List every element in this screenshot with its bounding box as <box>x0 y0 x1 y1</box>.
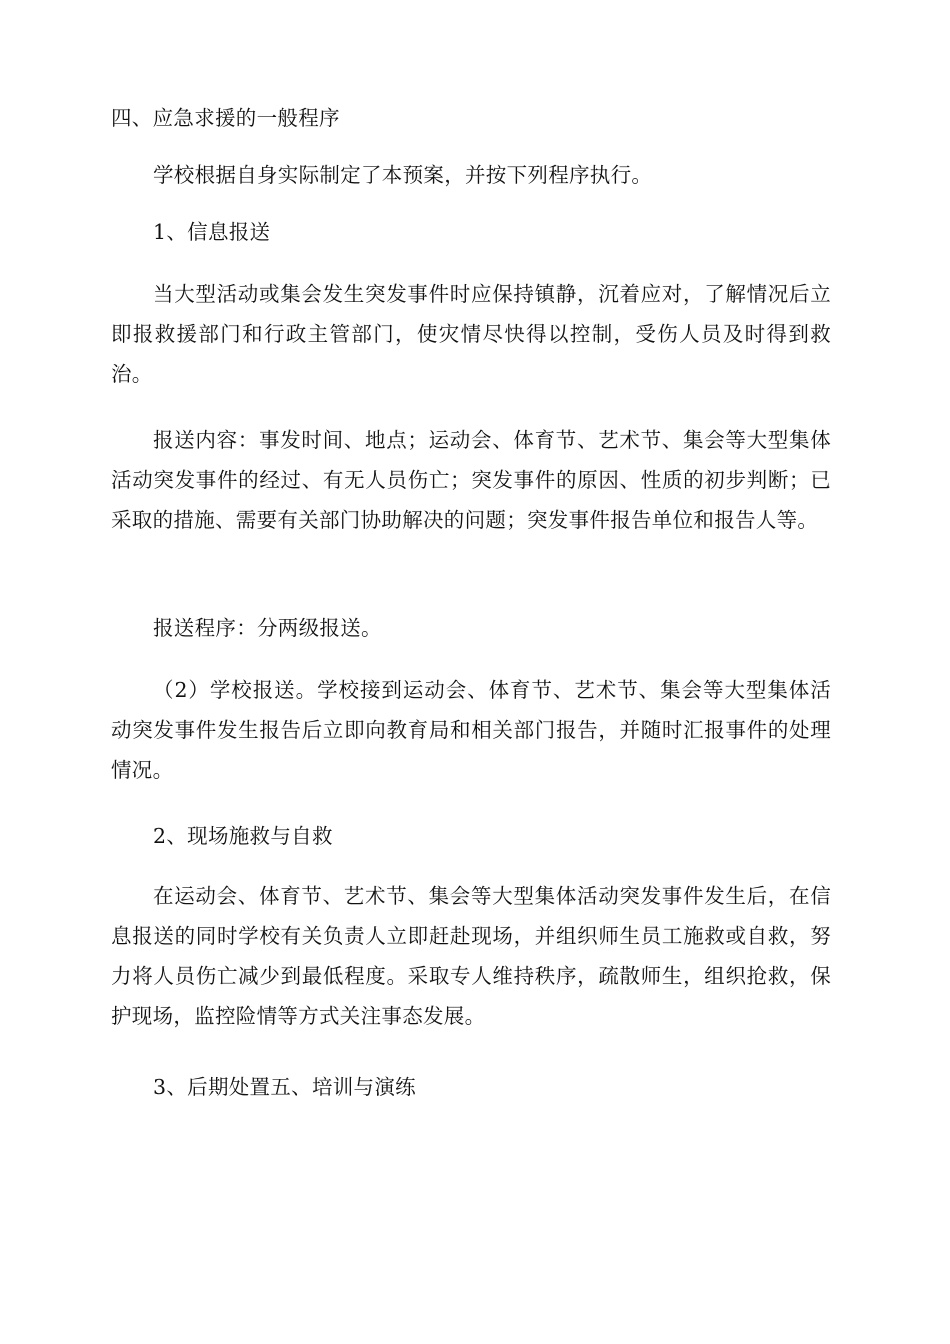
info-report-paragraph: 当大型活动或集会发生突发事件时应保持镇静，沉着应对，了解情况后立即报救援部门和行政主管部门，使灾情尽快得以控制，受伤人员及时得到救治。 <box>111 282 831 386</box>
report-content-paragraph: 报送内容：事发时间、地点；运动会、体育节、艺术节、集会等大型集体活动突发事件的经过、有无人员伤亡；突发事件的原因、性质的初步判断；已采取的措施、需要有关部门协助解决的问题；突发事件报告单位和报告人等。 <box>111 428 831 532</box>
intro-paragraph: 学校根据自身实际制定了本预案，并按下列程序执行。 <box>153 163 653 187</box>
report-procedure-paragraph: 报送程序：分两级报送。 <box>153 616 382 640</box>
subsection-heading-info-report: 1、信息报送 <box>153 220 271 244</box>
subsection-heading-aftermath: 3、后期处置五、培训与演练 <box>153 1075 416 1099</box>
school-report-paragraph: （2）学校报送。学校接到运动会、体育节、艺术节、集会等大型集体活动突发事件发生报告后立即向教育局和相关部门报告，并随时汇报事件的处理情况。 <box>111 678 831 782</box>
rescue-paragraph: 在运动会、体育节、艺术节、集会等大型集体活动突发事件发生后，在信息报送的同时学校有关负责人立即赶赴现场，并组织师生员工施救或自救，努力将人员伤亡减少到最低程度。采取专人维持秩序，疏散师生，组织抢救，保护现场，监控险情等方式关注事态发展。 <box>111 884 831 1028</box>
section-heading: 四、应急求援的一般程序 <box>111 106 340 130</box>
subsection-heading-rescue: 2、现场施救与自救 <box>153 824 333 848</box>
